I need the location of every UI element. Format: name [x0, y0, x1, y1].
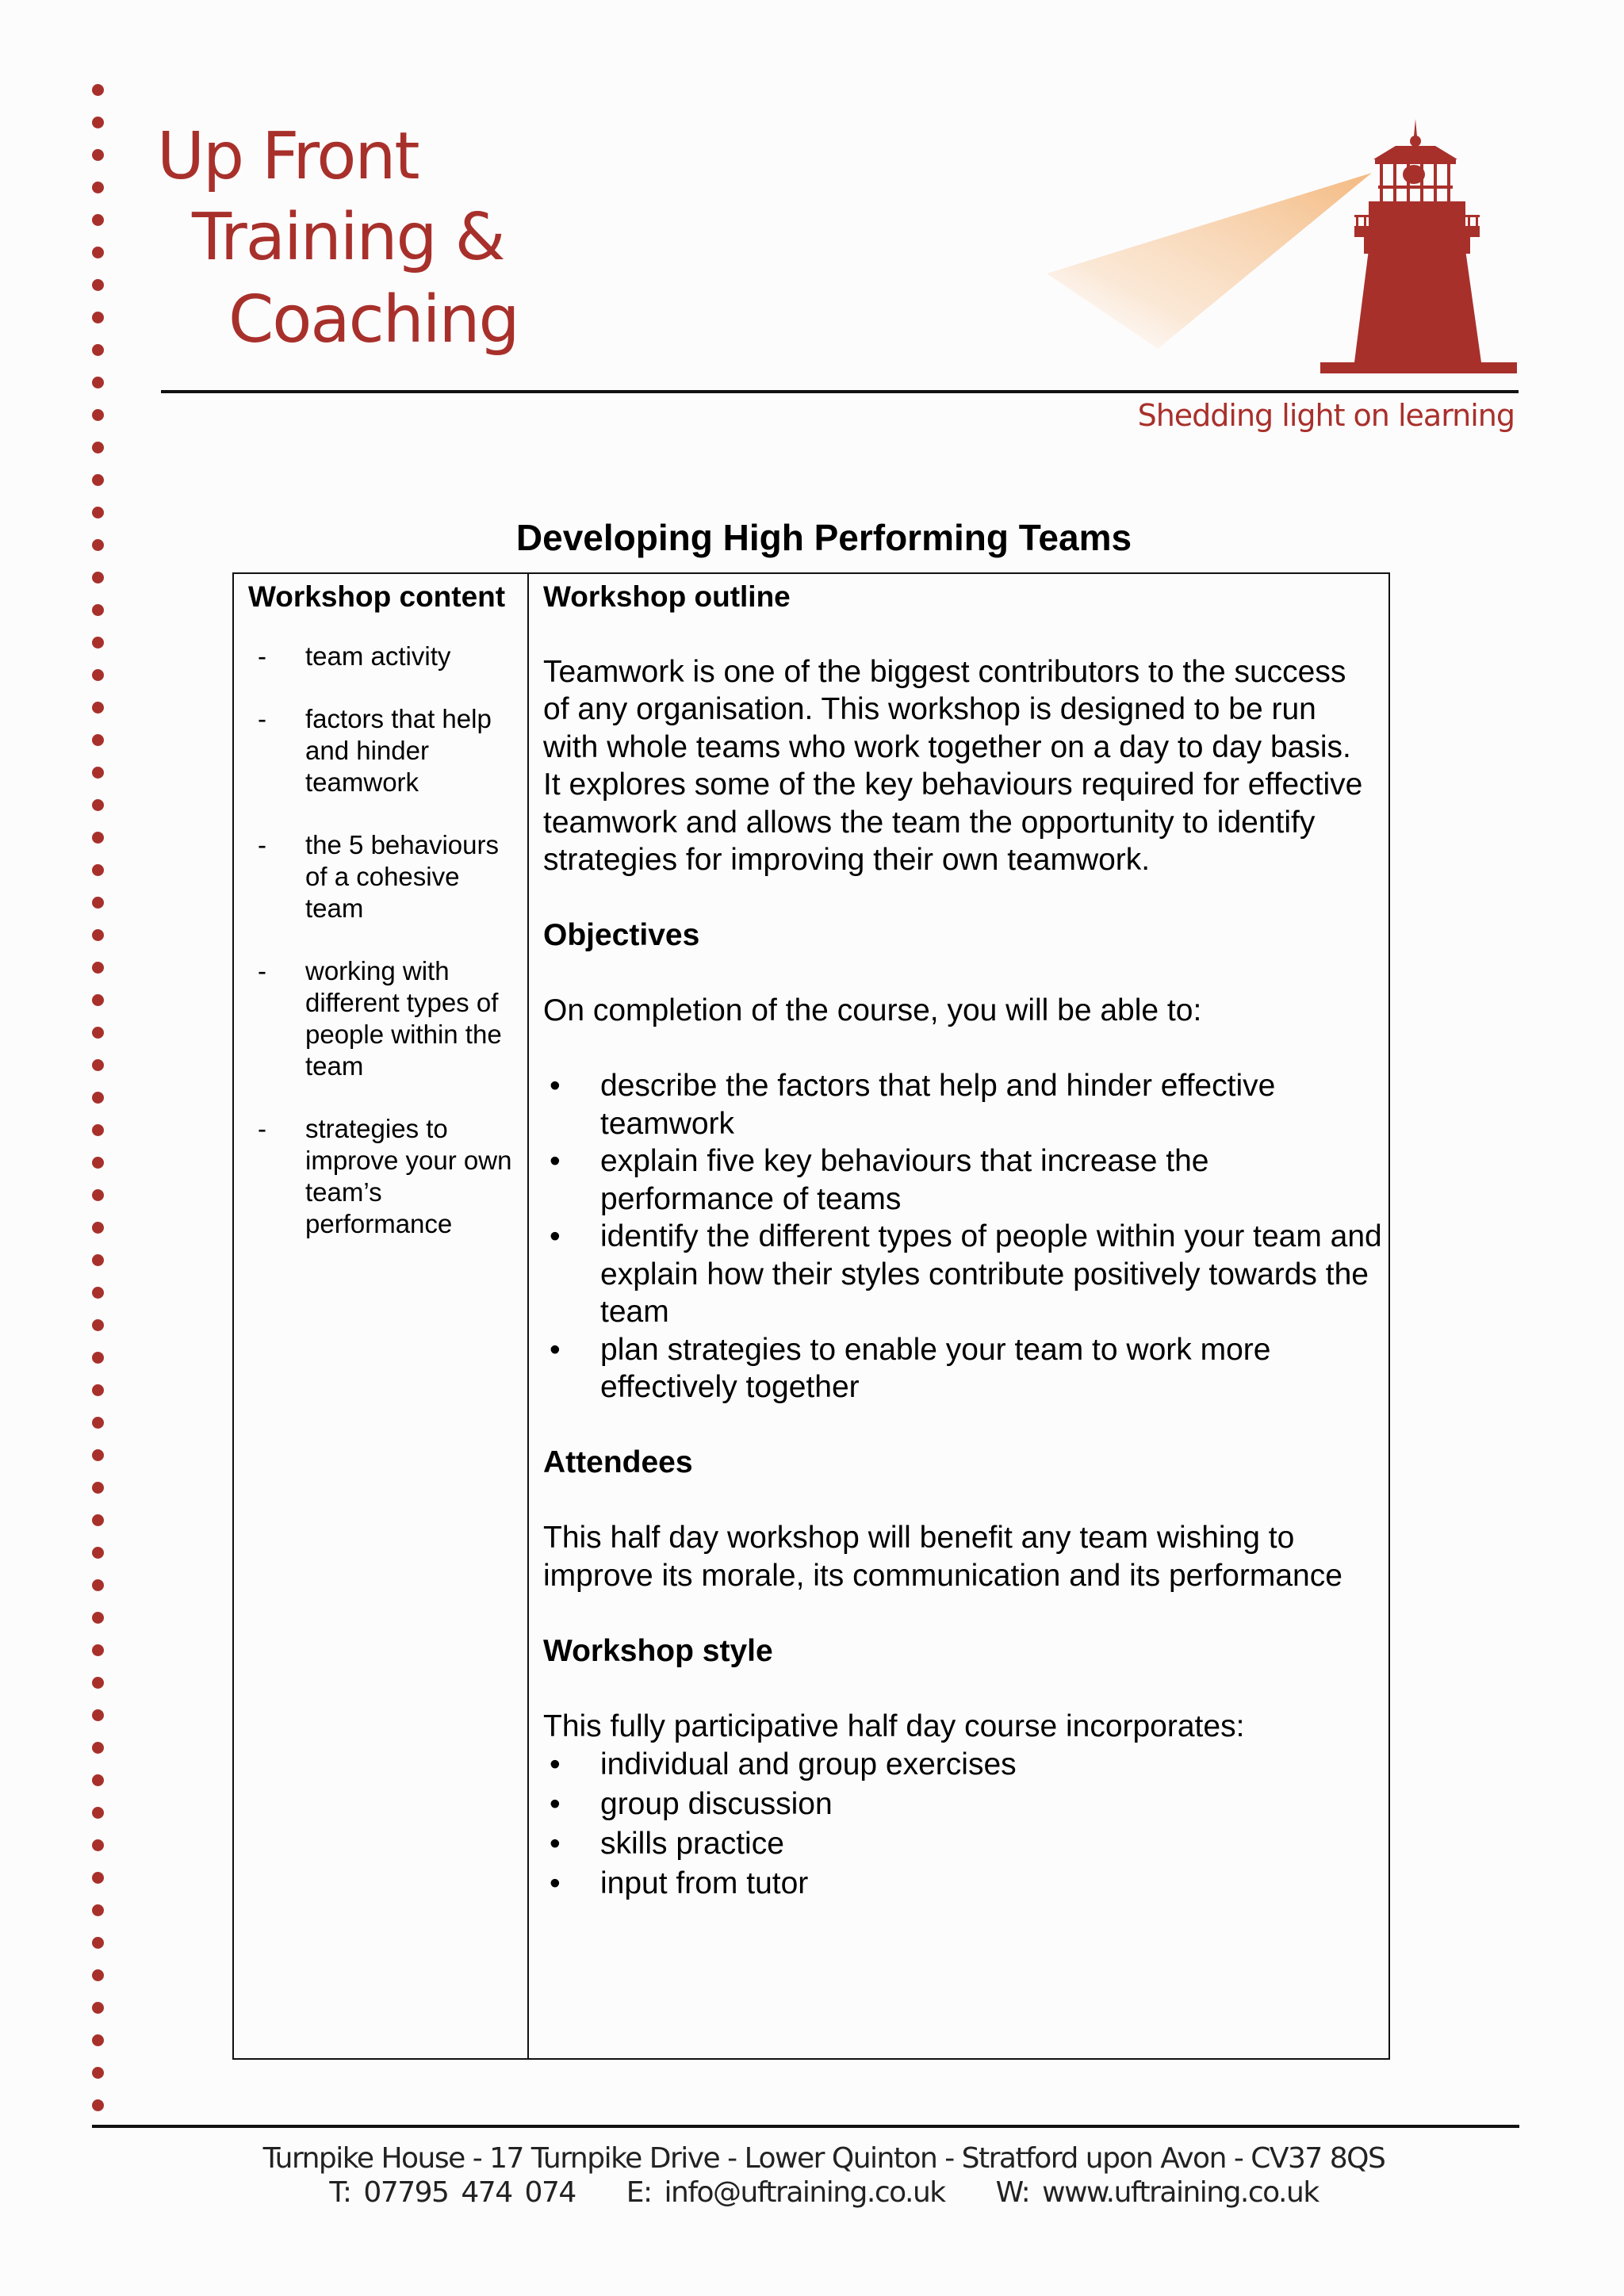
content-item-text: the 5 behaviours of a cohesive team	[305, 830, 500, 923]
dot-decoration	[92, 994, 104, 1006]
workshop-style-intro: This fully participative half day course incorporates:	[543, 1709, 1245, 1743]
content-item-text: strategies to improve your own team’s performance	[305, 1114, 512, 1238]
dot-decoration	[92, 182, 104, 193]
bullet-icon: •	[550, 1787, 561, 1821]
tagline: Shedding light on learning	[1137, 398, 1515, 433]
dot-decoration	[92, 2002, 104, 2014]
style-item-text: group discussion	[600, 1787, 833, 1821]
objective-text: identify the different types of people within your team and explain how their styles contribute positively towards the team	[600, 1219, 1382, 1329]
dot-decoration	[92, 1612, 104, 1624]
bullet-icon: •	[550, 1747, 561, 1781]
dash-marker: -	[258, 1114, 266, 1143]
footer-phone: T: 07795 474 074	[329, 2176, 576, 2209]
dot-decoration	[92, 1059, 104, 1071]
dot-decoration	[92, 1969, 104, 1981]
bullet-icon: •	[550, 1069, 561, 1103]
dot-decoration	[92, 1157, 104, 1169]
dot-decoration	[92, 734, 104, 746]
dot-decoration	[92, 1417, 104, 1429]
objective-text: describe the factors that help and hinder effective teamwork	[600, 1069, 1276, 1141]
workshop-outline-heading: Workshop outline	[543, 580, 791, 613]
footer-divider	[92, 2125, 1519, 2128]
page-title: Developing High Performing Teams	[515, 516, 1132, 558]
header-divider	[161, 390, 1519, 393]
dot-decoration	[92, 1189, 104, 1201]
content-item-text: team activity	[305, 641, 451, 671]
dot-decoration	[92, 1904, 104, 1916]
dot-decoration	[92, 1352, 104, 1364]
dot-decoration	[92, 1547, 104, 1559]
dot-decoration	[92, 1482, 104, 1494]
objectives-intro: On completion of the course, you will be able to:	[543, 993, 1202, 1027]
dash-marker: -	[258, 830, 266, 859]
footer-contact	[0, 2176, 1624, 2209]
content-list-item	[248, 703, 527, 798]
bullet-icon: •	[550, 1219, 561, 1253]
dash-marker: -	[258, 956, 266, 985]
dash-marker: -	[258, 704, 266, 733]
dot-decoration	[92, 1319, 104, 1331]
footer-website-link[interactable]: W: www.uftraining.co.uk	[995, 2176, 1319, 2209]
style-item	[543, 1864, 1388, 1904]
dot-decoration	[92, 702, 104, 714]
workshop-style-list	[543, 1745, 1388, 1904]
content-list-item	[248, 641, 527, 672]
dot-decoration	[92, 1839, 104, 1851]
dot-decoration	[92, 1579, 104, 1591]
workshop-content-column	[234, 574, 529, 2058]
dot-decoration	[92, 1872, 104, 1884]
dot-decoration	[92, 1514, 104, 1526]
dot-decoration	[92, 312, 104, 323]
dot-decoration	[92, 832, 104, 844]
attendees-paragraph: This half day workshop will benefit any team wishing to improve its morale, its communication and its performance	[543, 1521, 1342, 1593]
dot-decoration	[92, 897, 104, 909]
dot-decoration	[92, 1709, 104, 1721]
dot-decoration	[92, 799, 104, 811]
dot-decoration	[92, 1774, 104, 1786]
dot-decoration	[92, 474, 104, 486]
dot-decoration	[92, 1222, 104, 1234]
bullet-icon: •	[550, 1827, 561, 1861]
attendees-heading: Attendees	[543, 1445, 693, 1479]
dotted-margin-decoration	[92, 84, 106, 2132]
objectives-list	[543, 1067, 1384, 1406]
dot-decoration	[92, 2067, 104, 2079]
content-list-item	[248, 955, 527, 1082]
bullet-icon: •	[550, 1866, 561, 1900]
lighthouse-icon	[1047, 111, 1522, 381]
dot-decoration	[92, 1254, 104, 1266]
footer-email-link[interactable]: E: info@uftraining.co.uk	[626, 2176, 945, 2209]
dot-decoration	[92, 2099, 104, 2111]
style-item-text: input from tutor	[600, 1866, 809, 1900]
style-item	[543, 1785, 1388, 1824]
dot-decoration	[92, 1092, 104, 1104]
dot-decoration	[92, 409, 104, 421]
dot-decoration	[92, 572, 104, 584]
logo-line-2: Training &	[192, 200, 504, 275]
objective-text: plan strategies to enable your team to work more effectively together	[600, 1332, 1271, 1404]
objective-item	[543, 1331, 1384, 1406]
style-item-text: skills practice	[600, 1827, 784, 1861]
objective-item	[543, 1142, 1384, 1218]
dot-decoration	[92, 214, 104, 226]
logo-line-1: Up Front	[157, 119, 419, 194]
dot-decoration	[92, 962, 104, 974]
objective-item	[543, 1218, 1384, 1331]
dot-decoration	[92, 864, 104, 876]
dot-decoration	[92, 247, 104, 258]
dot-decoration	[92, 1027, 104, 1039]
objectives-heading: Objectives	[543, 918, 700, 952]
dot-decoration	[92, 149, 104, 161]
workshop-content-heading: Workshop content	[248, 580, 506, 613]
dot-decoration	[92, 84, 104, 96]
content-item-text: factors that help and hinder teamwork	[305, 704, 492, 797]
dot-decoration	[92, 1287, 104, 1299]
content-item-text: working with different types of people within the team	[305, 956, 502, 1081]
bullet-icon: •	[550, 1144, 561, 1178]
dot-decoration	[92, 1807, 104, 1819]
dot-decoration	[92, 1937, 104, 1949]
dash-marker: -	[258, 641, 266, 671]
logo-line-3: Coaching	[228, 282, 519, 358]
content-list-item	[248, 829, 527, 924]
workshop-style-heading: Workshop style	[543, 1633, 773, 1668]
workshop-outline-column	[529, 574, 1388, 2058]
style-item	[543, 1745, 1388, 1785]
dot-decoration	[92, 637, 104, 649]
bullet-icon: •	[550, 1332, 561, 1367]
outline-paragraph: Teamwork is one of the biggest contributors to the success of any organisation. This workshop is designed to be run with whole teams who work together on a day to day basis. It explores some of the key behaviours required for effective teamwork and allows the team the opportunity to identify strategies for improving their own teamwork.	[543, 654, 1363, 877]
dot-decoration	[92, 1384, 104, 1396]
dot-decoration	[92, 929, 104, 941]
dot-decoration	[92, 2034, 104, 2046]
style-item-text: individual and group exercises	[600, 1747, 1017, 1781]
dot-decoration	[92, 1644, 104, 1656]
workshop-content-list	[248, 641, 527, 1240]
dot-decoration	[92, 1677, 104, 1689]
dot-decoration	[92, 344, 104, 356]
dot-decoration	[92, 279, 104, 291]
workshop-table	[232, 572, 1390, 2060]
dot-decoration	[92, 1124, 104, 1136]
dot-decoration	[92, 1742, 104, 1754]
dot-decoration	[92, 377, 104, 388]
footer-address: Turnpike House - 17 Turnpike Drive - Lower Quinton - Stratford upon Avon - CV37 8QS	[262, 2142, 1385, 2175]
style-item	[543, 1824, 1388, 1864]
objective-text: explain five key behaviours that increase the performance of teams	[600, 1144, 1209, 1216]
dot-decoration	[92, 1449, 104, 1461]
dot-decoration	[92, 669, 104, 681]
objective-item	[543, 1067, 1384, 1142]
dot-decoration	[92, 442, 104, 453]
dot-decoration	[92, 767, 104, 779]
dot-decoration	[92, 117, 104, 128]
content-list-item	[248, 1113, 527, 1240]
dot-decoration	[92, 604, 104, 616]
